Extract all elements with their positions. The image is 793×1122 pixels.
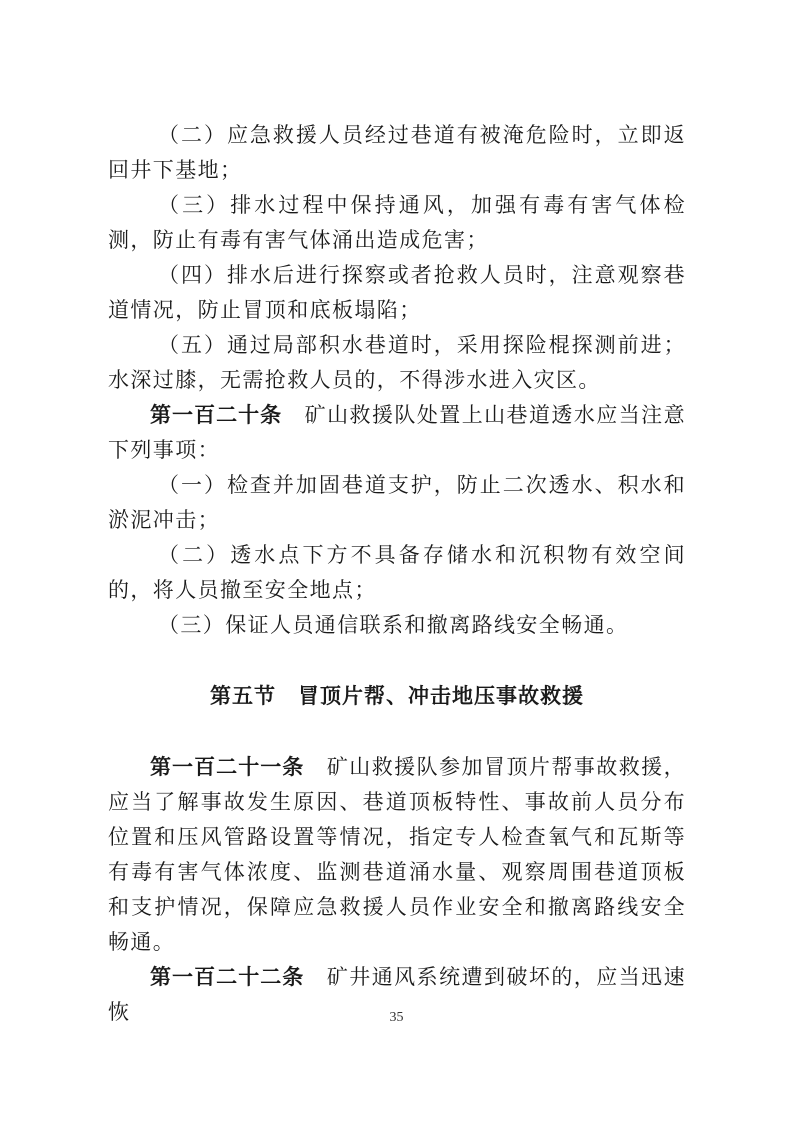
list-item: （一）检查并加固巷道支护，防止二次透水、积水和淤泥冲击； [108,473,686,532]
section-title: 第五节 冒顶片帮、冲击地压事故救援 [210,684,584,708]
list-item: （三）排水过程中保持通风，加强有毒有害气体检测，防止有毒有害气体涌出造成危害； [108,193,686,252]
list-item: （五）通过局部积水巷道时，采用探险棍探测前进；水深过膝，无需抢救人员的，不得涉水进入灾区。 [108,333,686,392]
article-heading: 第一百二十二条 [150,965,305,989]
list-item: （二）应急救援人员经过巷道有被淹危险时，立即返回井下基地； [108,123,686,182]
article-heading: 第一百二十条 [150,403,283,427]
list-item: （四）排水后进行探察或者抢救人员时，注意观察巷道情况，防止冒顶和底板塌陷； [108,263,686,322]
page-number: 35 [389,1010,404,1025]
article-heading: 第一百二十一条 [150,755,305,779]
list-item: （三）保证人员通信联系和撤离路线安全畅通。 [158,613,629,637]
article-120 [108,398,686,468]
article-body: 矿井通风系统遭到破坏的，应当迅速恢 [108,965,687,1024]
article-body: 矿山救援队处置上山巷道透水应当注意下列事项： [108,403,686,462]
article-body: 矿山救援队参加冒顶片帮事故救援，应当了解事故发生原因、巷道顶板特性、事故前人员分布位置和压风管路设置等情况，指定专人检查氧气和瓦斯等有毒有害气体浓度、监测巷道涌水量、观察周围巷道顶板和支护情况，保障应急救援人员作业安全和撤离路线安全畅通。 [108,755,687,954]
body-text [108,118,686,1030]
list-item: （二）透水点下方不具备存储水和沉积物有效空间的，将人员撤至安全地点； [108,543,686,602]
article-121 [108,750,686,960]
